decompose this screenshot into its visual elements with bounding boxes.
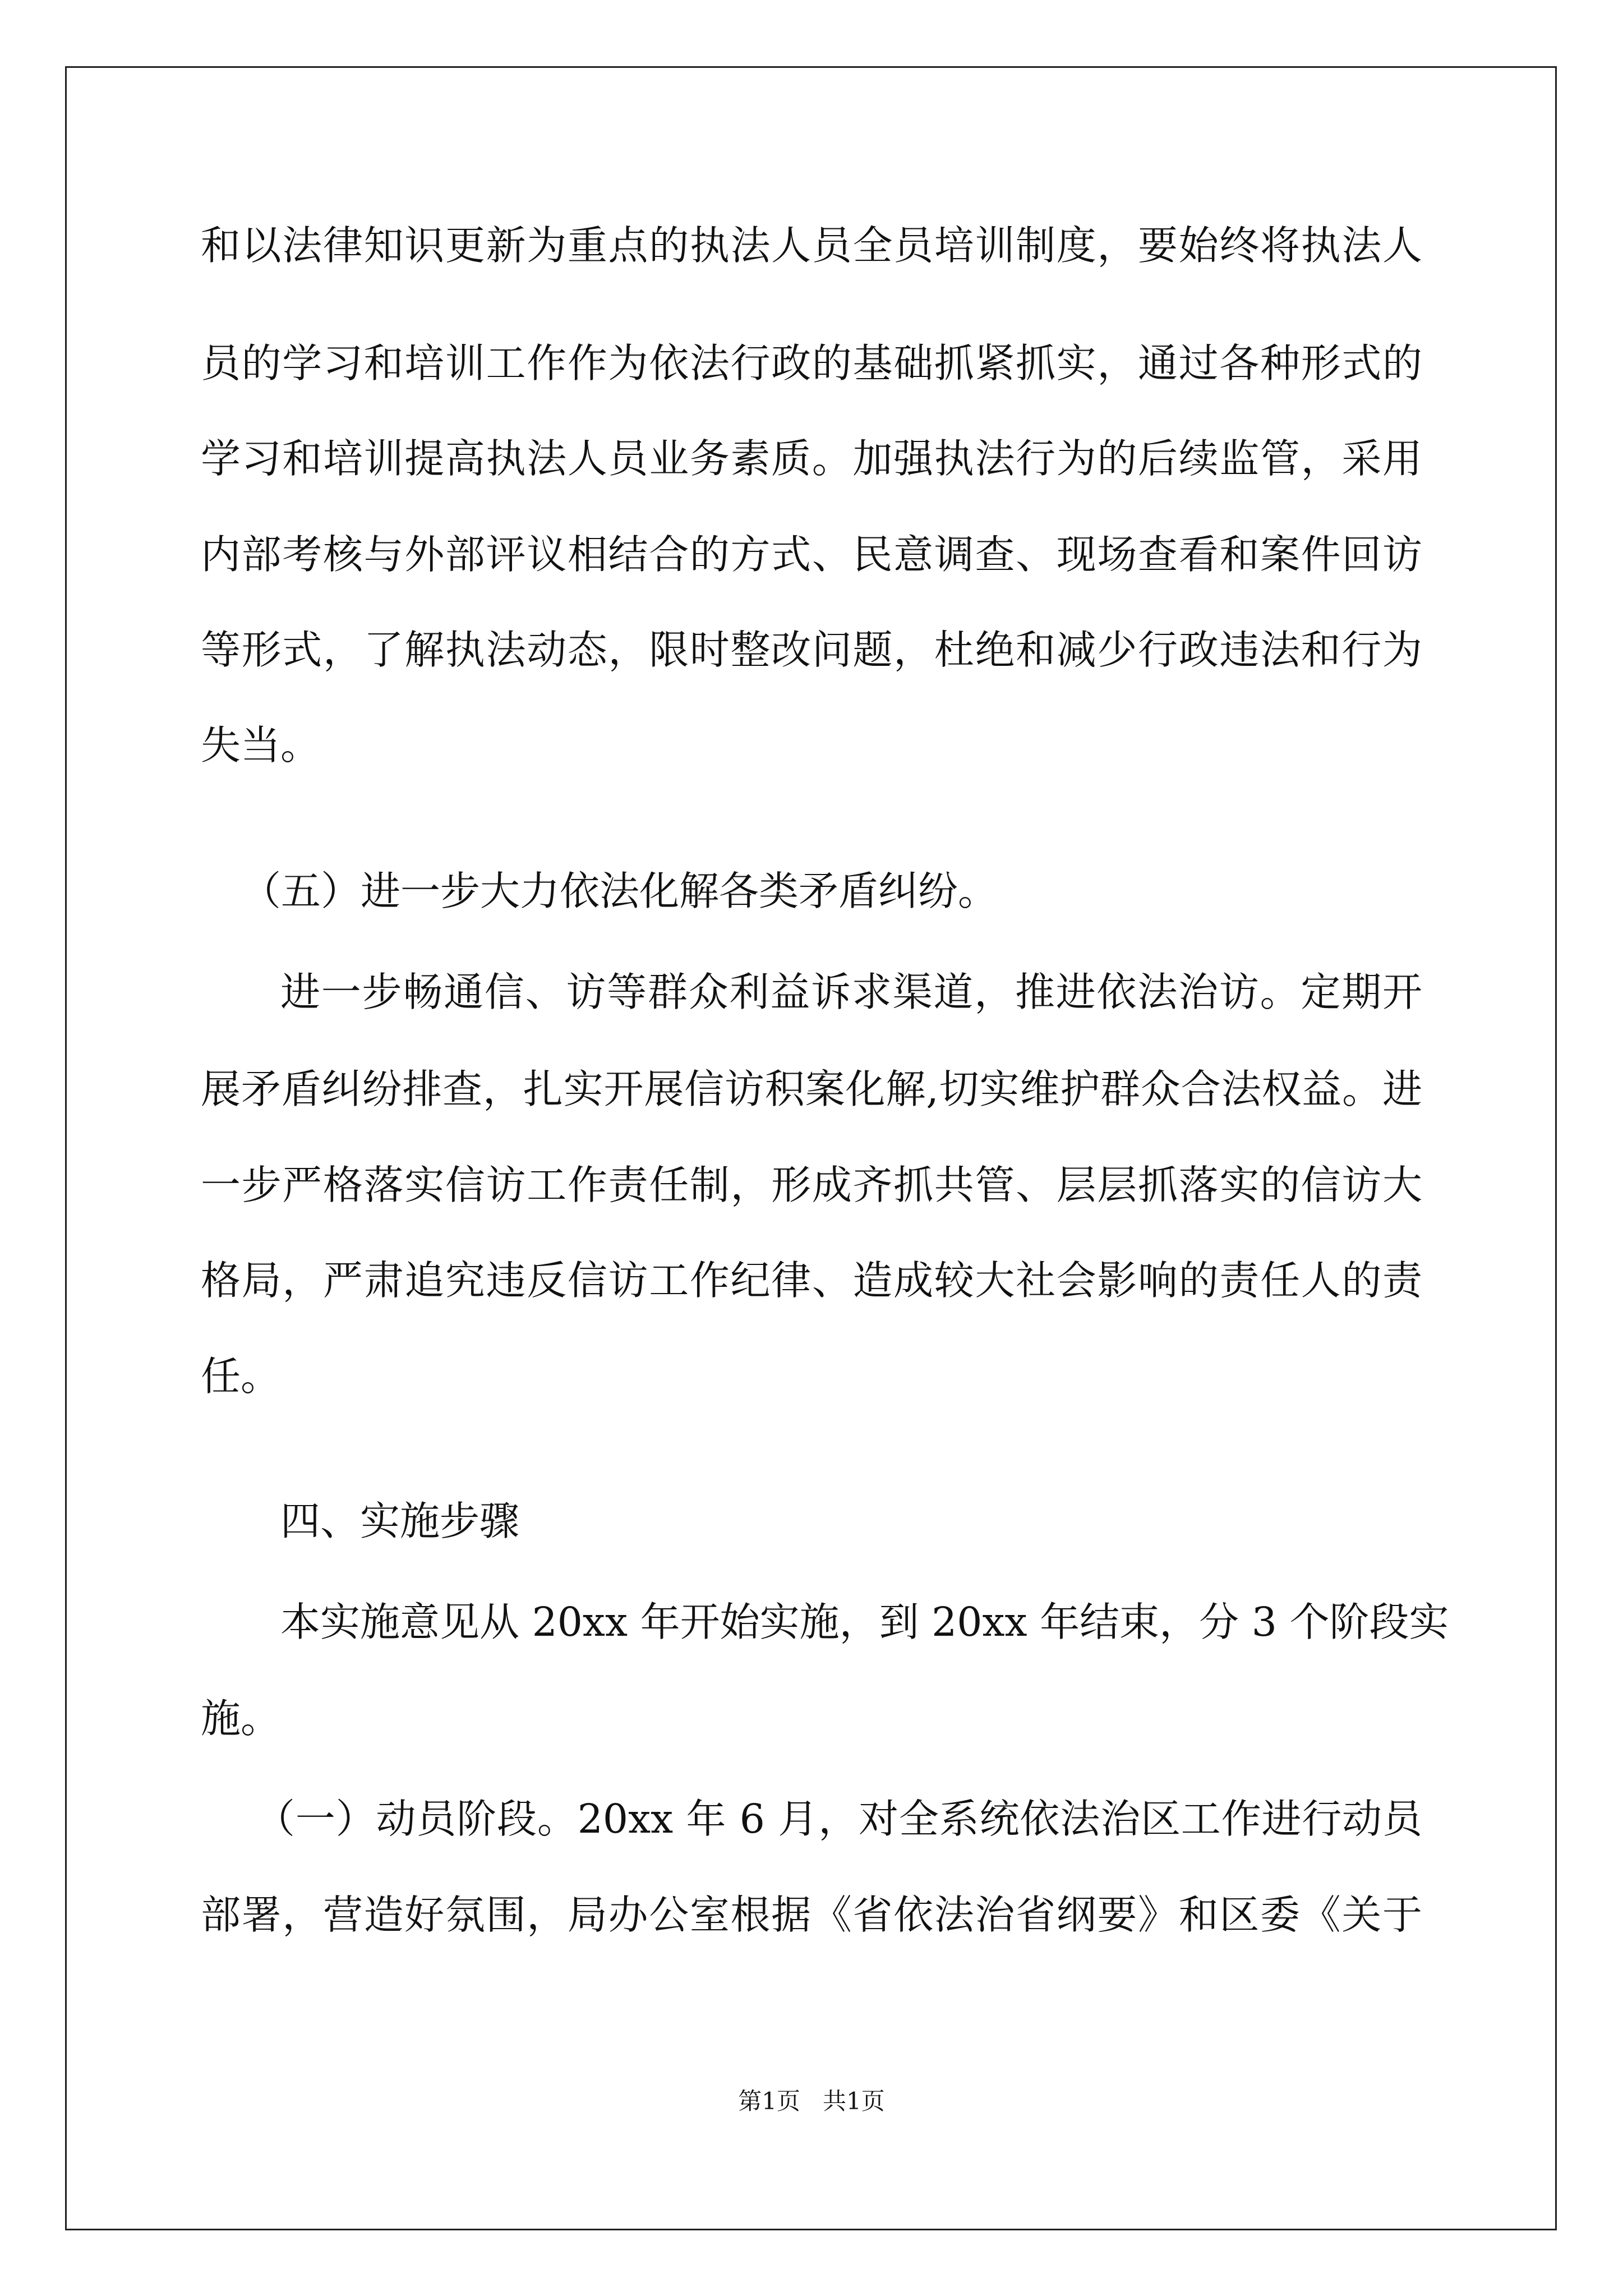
section-heading: （五）进一步大力依法化解各类矛盾纠纷。 [241, 868, 998, 914]
paragraph-line: 失当。 [201, 722, 321, 769]
page-footer: 第1页 共1页 [738, 2087, 885, 2115]
paragraph-line: 和以法律知识更新为重点的执法人员全员培训制度，要始终将执法人 [201, 222, 1422, 269]
paragraph-line: 格局，严肃追究违反信访工作纪律、造成较大社会影响的责任人的责 [201, 1257, 1422, 1304]
paragraph-line: 展矛盾纠纷排查，扎实开展信访积案化解,切实维护群众合法权益。进 [201, 1066, 1422, 1112]
paragraph-line: 部署，营造好氛围，局办公室根据《省依法治省纲要》和区委《关于 [201, 1892, 1422, 1938]
paragraph-line: 内部考核与外部评议相结合的方式、民意调查、现场查看和案件回访 [201, 531, 1422, 578]
paragraph-line: 等形式，了解执法动态，限时整改问题，杜绝和减少行政违法和行为 [201, 627, 1422, 673]
paragraph-line: 一步严格落实信访工作责任制，形成齐抓共管、层层抓落实的信访大 [201, 1162, 1422, 1208]
paragraph-line: 进一步畅通信、访等群众利益诉求渠道，推进依法治访。定期开 [280, 969, 1422, 1015]
paragraph-line: 任。 [201, 1353, 281, 1400]
paragraph-line: 员的学习和培训工作作为依法行政的基础抓紧抓实，通过各种形式的 [201, 340, 1422, 386]
paragraph-line: 学习和培训提高执法人员业务素质。加强执法行为的后续监管，采用 [201, 435, 1422, 482]
paragraph-line: （一）动员阶段。20xx 年 6 月，对全系统依法治区工作进行动员 [255, 1796, 1422, 1842]
paragraph-line: 施。 [201, 1695, 281, 1742]
paragraph-line: 本实施意见从 20xx 年开始实施，到 20xx 年结束，分 3 个阶段实 [280, 1599, 1449, 1645]
section-heading: 四、实施步骤 [280, 1498, 520, 1544]
